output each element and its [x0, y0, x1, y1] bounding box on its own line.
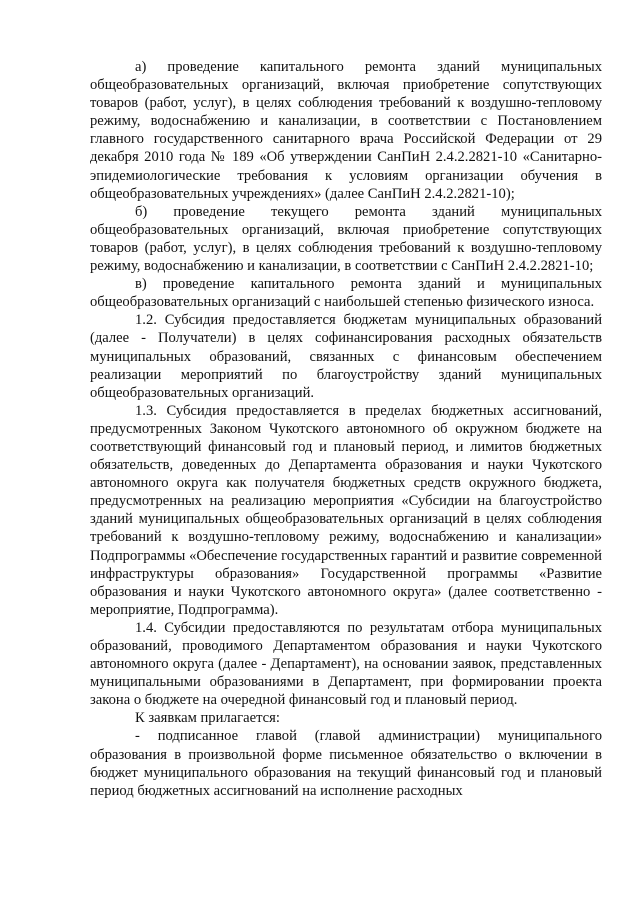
paragraph-clause-1-2: 1.2. Субсидия предоставляется бюджетам муниципальных образований (далее - Получатели) в целях софинансирования расходных обязательств муниципальных образований, связанных с финансовым обеспечением реализации мероприятий по благоустройству зданий муниципальных общеобразовательных организаций. — [90, 312, 602, 401]
paragraph-clause-1-3: 1.3. Субсидия предоставляется в пределах бюджетных ассигнований, предусмотренных Законом Чукотского автономного об окружном бюджете на соответствующий финансовый год и плановый период, и лимитов бюджетных обязательств, доведенных до Департамента образования и науки Чукотского автономного округа как получателя бюджетных средств окружного бюджета, предусмотренных на реализацию мероприятия «Субсидии на благоустройство зданий муниципальных общеобразовательных организаций в целях соблюдения требований к воздушно-тепловому режиму, водоснабжению и канализации» Подпрограммы «Обеспечение государственных гарантий и развитие современной инфраструктуры образования» Государственной программы «Развитие образования и науки Чукотского автономного округа» (далее соответственно - мероприятие, Подпрограмма). — [90, 402, 602, 618]
paragraph-attachment-item: - подписанное главой (главой администрации) муниципального образования в произвольной форме письменное обязательство о включении в бюджет муниципального образования на текущий финансовый год и плановый период бюджетных ассигнований на исполнение расходных — [90, 728, 602, 799]
document-page — [90, 58, 602, 800]
paragraph-item-b: б) проведение текущего ремонта зданий муниципальных общеобразовательных организаций, включая приобретение сопутствующих товаров (работ, услуг), в целях соблюдения требований к воздушно-тепловому режиму, водоснабжению и канализации, в соответствии с СанПиН 2.4.2.2821-10; — [90, 203, 602, 275]
paragraph-item-v: в) проведение капитального ремонта зданий и муниципальных общеобразовательных организаций с наибольшей степенью физического износа. — [90, 276, 602, 311]
paragraph-item-a: а) проведение капитального ремонта зданий муниципальных общеобразовательных организаций, включая приобретение сопутствующих товаров (работ, услуг), в целях соблюдения требований к воздушно-тепловому режиму, водоснабжению и канализации, в соответствии с Постановлением главного государственного санитарного врача Российской Федерации от 29 декабря 2010 года № 189 «Об утверждении СанПиН 2.4.2.2821-10 «Санитарно-эпидемиологические требования к условиям организации обучения в общеобразовательных учреждениях» (далее СанПиН 2.4.2.2821-10); — [90, 59, 602, 202]
paragraph-clause-1-4: 1.4. Субсидии предоставляются по результатам отбора муниципальных образований, проводимого Департаментом образования и науки Чукотского автономного округа (далее - Департамент), на основании заявок, представленных муниципальными образованиями в Департамент, при формировании проекта закона о бюджете на очередной финансовый год и плановый период. — [90, 619, 602, 709]
paragraph-attachments-heading: К заявкам прилагается: — [135, 710, 280, 727]
